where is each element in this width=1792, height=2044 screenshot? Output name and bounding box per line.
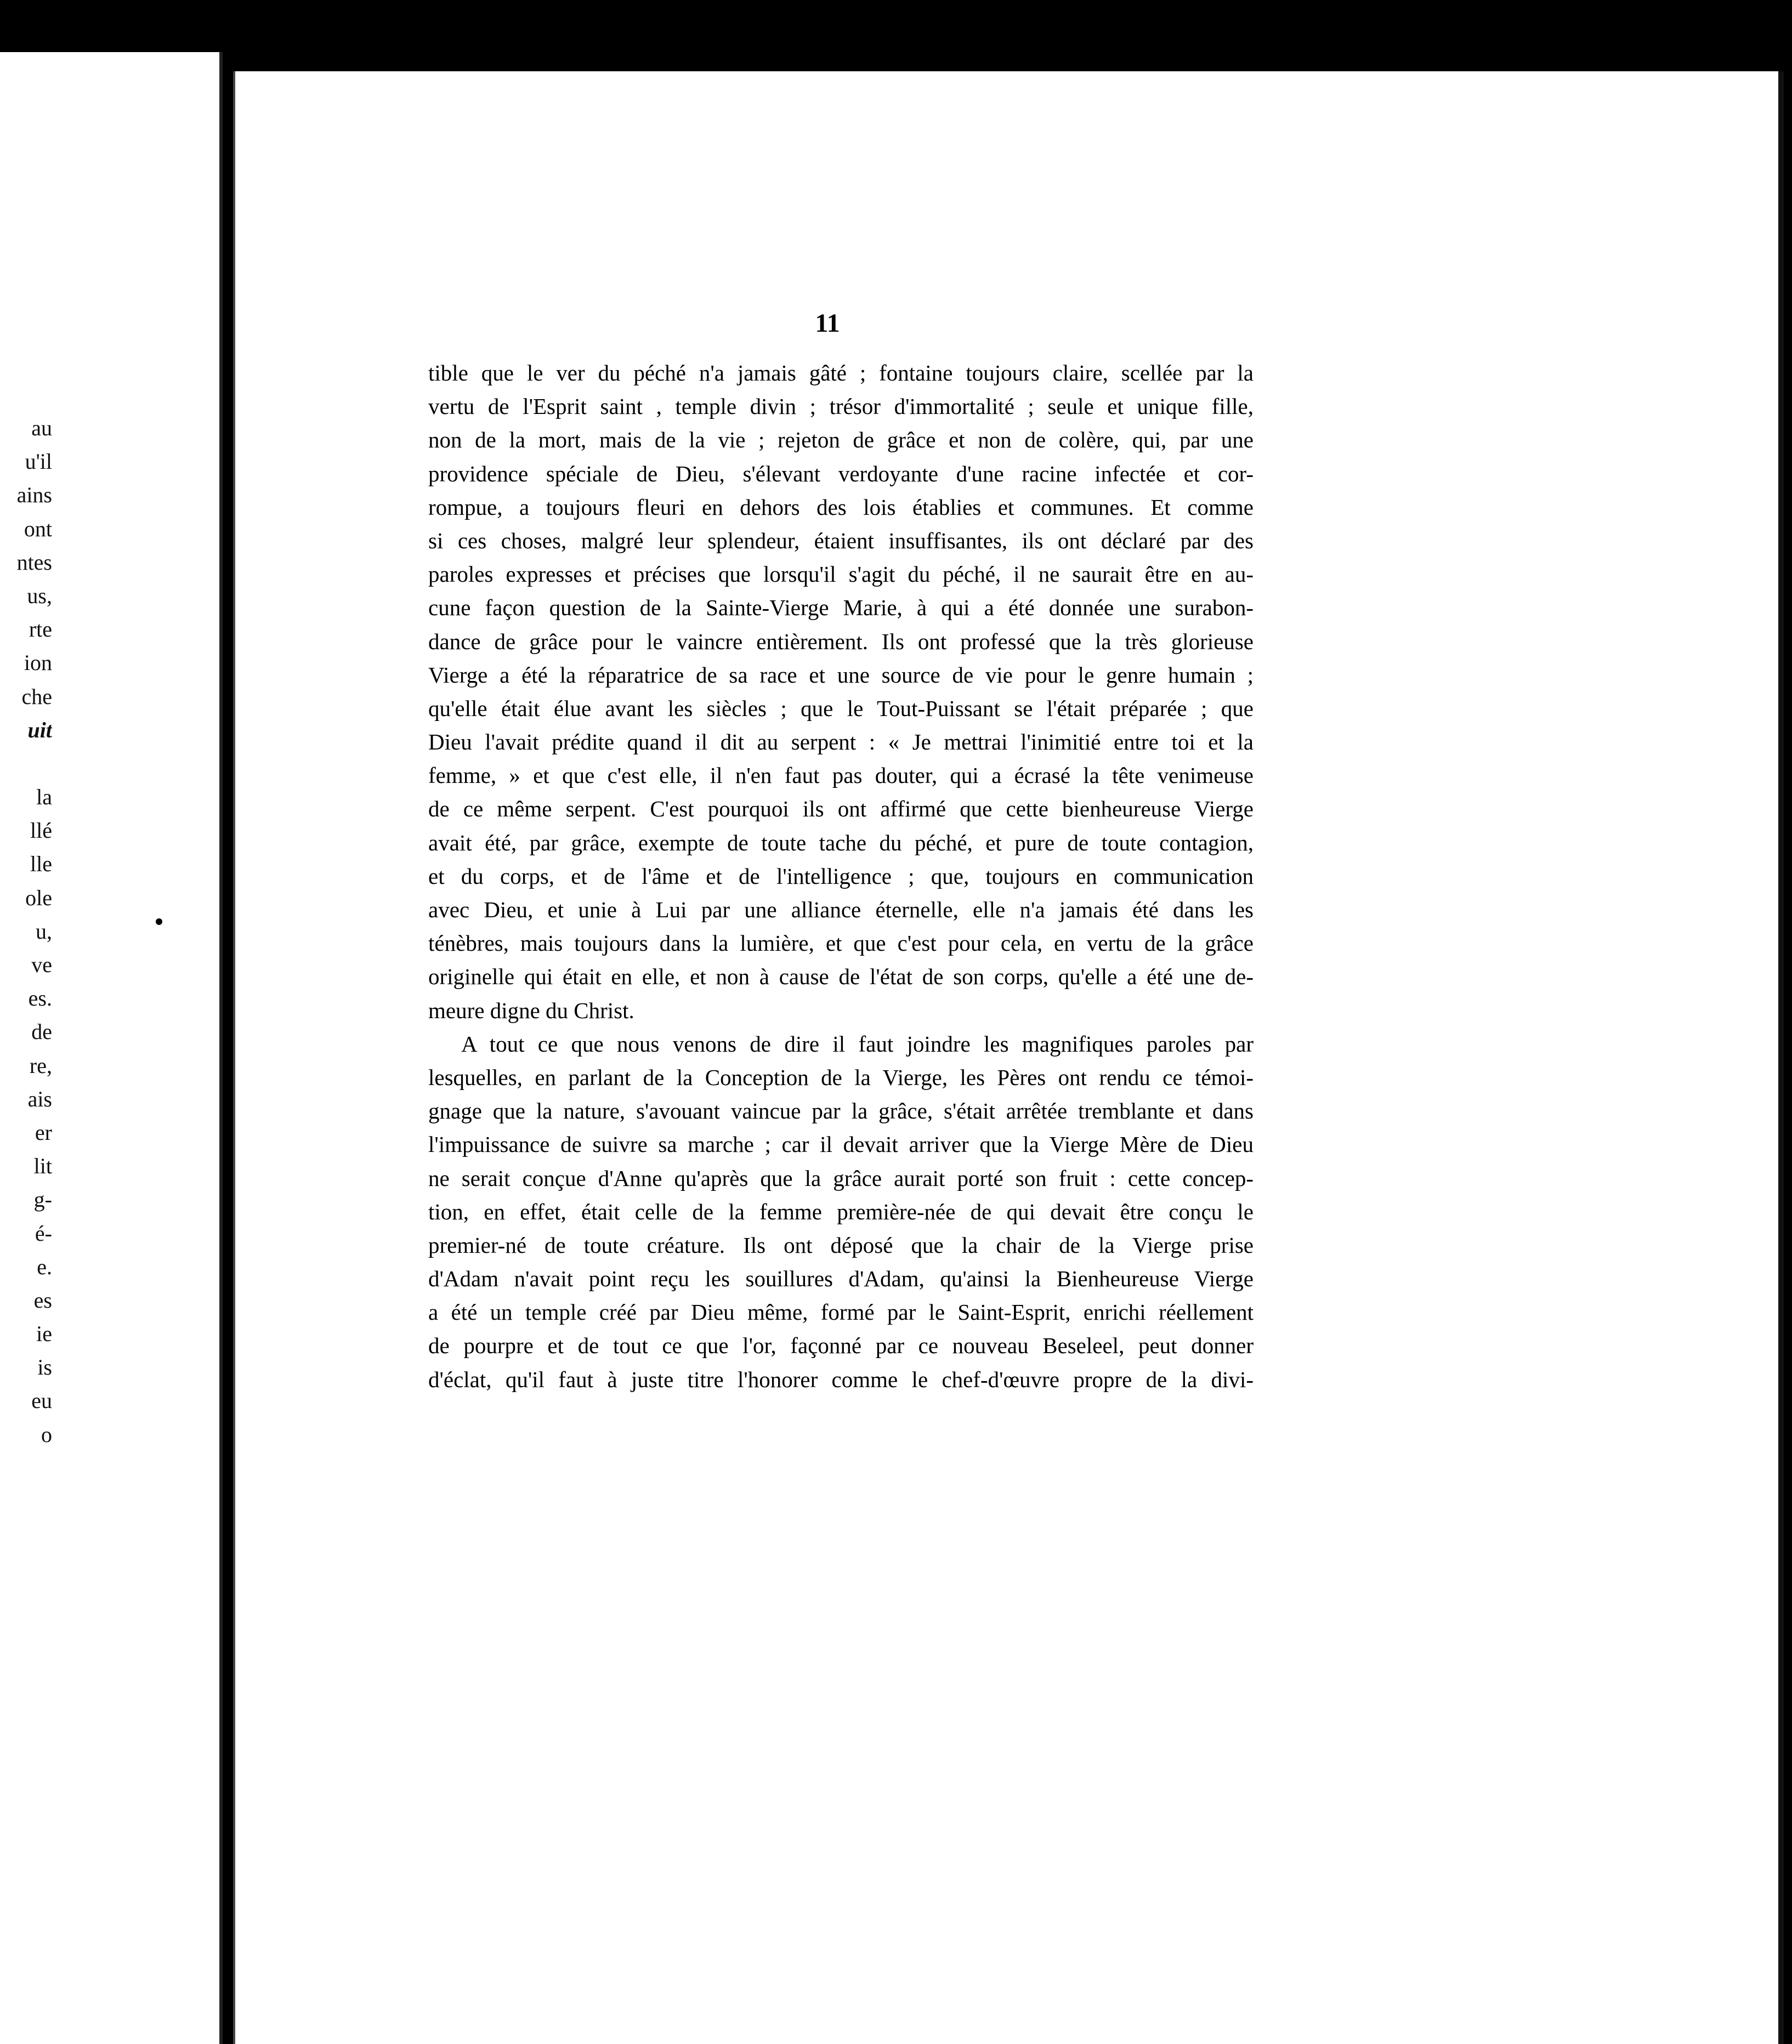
- text-line: non de la mort, mais de la vie ; rejeton de grâce et non de colère, qui, par une: [428, 427, 1254, 453]
- text-line: tible que le ver du péché n'a jamais gâté ; fontaine toujours claire, scellée par la: [428, 360, 1254, 385]
- text-line: ténèbres, mais toujours dans la lumière, et que c'est pour cela, en vertu de la grâce: [428, 930, 1254, 956]
- text-line: d'Adam n'avait point reçu les souillures d'Adam, qu'ainsi la Bienheureuse Vierge: [428, 1266, 1254, 1292]
- fragment-line: ont: [24, 516, 52, 541]
- text-line: et du corps, et de l'âme et de l'intelligence ; que, toujours en communication: [428, 863, 1254, 889]
- fragment-line: re,: [29, 1053, 52, 1078]
- fragment-line: che: [21, 684, 52, 709]
- fragment-line: es.: [28, 986, 52, 1011]
- text-line: A tout ce que nous venons de dire il faut joindre les magnifiques paroles par: [461, 1031, 1254, 1057]
- text-line: Dieu l'avait prédite quand il dit au serpent : « Je mettrai l'inimitié entre toi et la: [428, 729, 1254, 755]
- fragment-line: ie: [36, 1321, 52, 1347]
- fragment-line: lle: [30, 851, 52, 877]
- fragment-line: uit: [27, 717, 52, 742]
- ink-speck: [156, 918, 162, 925]
- fragment-line: is: [37, 1355, 52, 1380]
- text-line: de pourpre et de tout ce que l'or, façonné par ce nouveau Beseleel, peut donner: [428, 1333, 1254, 1359]
- text-line: lesquelles, en parlant de la Conception de la Vierge, les Pères ont rendu ce témoi-: [428, 1064, 1254, 1090]
- text-line: ne serait conçue d'Anne qu'après que la grâce aurait porté son fruit : cette concep-: [428, 1165, 1254, 1191]
- fragment-line: us,: [27, 583, 52, 608]
- text-line: a été un temple créé par Dieu même, formé par le Saint-Esprit, enrichi réellement: [428, 1299, 1254, 1325]
- fragment-line: ole: [25, 885, 52, 910]
- previous-page-fragment: [0, 52, 223, 2044]
- fragment-line: ion: [24, 650, 52, 675]
- ink-speck: [1437, 3, 1444, 11]
- fragment-line: eu: [31, 1388, 52, 1413]
- text-line: d'éclat, qu'il faut à juste titre l'honorer comme le chef-d'œuvre propre de la divi-: [428, 1366, 1254, 1392]
- text-line: paroles expresses et précises que lorsqu'il s'agit du péché, il ne saurait être en au-: [428, 561, 1254, 587]
- text-line: premier-né de toute créature. Ils ont déposé que la chair de la Vierge prise: [428, 1232, 1254, 1258]
- ink-speck: [855, 5, 861, 11]
- text-line: Vierge a été la réparatrice de sa race et une source de vie pour le genre humain ;: [428, 662, 1254, 688]
- text-line: de ce même serpent. C'est pourquoi ils ont affirmé que cette bienheureuse Vierge: [428, 796, 1254, 822]
- fragment-line: er: [35, 1120, 52, 1145]
- fragment-line: g-: [33, 1187, 52, 1212]
- text-line: l'impuissance de suivre sa marche ; car il devait arriver que la Vierge Mère de Dieu: [428, 1132, 1254, 1157]
- text-line: avait été, par grâce, exempte de toute tache du péché, et pure de toute contagion,: [428, 830, 1254, 855]
- text-line: dance de grâce pour le vaincre entièrement. Ils ont professé que la très glorieuse: [428, 628, 1254, 654]
- text-line: tion, en effet, était celle de la femme première-née de qui devait être conçu le: [428, 1199, 1254, 1224]
- fragment-line: e.: [37, 1254, 52, 1279]
- text-line: providence spéciale de Dieu, s'élevant verdoyante d'une racine infectée et cor-: [428, 461, 1254, 486]
- body-text: [428, 356, 1254, 1396]
- fragment-line: rte: [29, 617, 52, 642]
- fragment-line: é-: [35, 1220, 52, 1246]
- fragment-line: au: [31, 416, 52, 440]
- text-line: meure digne du Christ.: [428, 997, 634, 1023]
- fragment-line: u'il: [25, 449, 52, 474]
- text-line: cune façon question de la Sainte-Vierge Marie, à qui a été donnée une surabon-: [428, 595, 1254, 621]
- fragment-line: la: [36, 785, 52, 810]
- fragment-line: ains: [16, 482, 52, 508]
- text-line: vertu de l'Esprit saint , temple divin ; trésor d'immortalité ; seule et unique fille,: [428, 394, 1254, 419]
- previous-page-line-endings: [0, 411, 52, 1451]
- page-number: 11: [815, 309, 840, 338]
- fragment-line: llé: [30, 818, 52, 843]
- fragment-line: es: [33, 1287, 52, 1313]
- fragment-line: o: [41, 1422, 52, 1447]
- fragment-line: ve: [31, 952, 52, 977]
- fragment-line: lit: [33, 1154, 52, 1179]
- text-line: qu'elle était élue avant les siècles ; que le Tout-Puissant se l'était préparée ; que: [428, 695, 1254, 721]
- text-line: rompue, a toujours fleuri en dehors des lois établies et communes. Et comme: [428, 494, 1254, 520]
- fragment-line: de: [31, 1019, 52, 1044]
- text-line: originelle qui était en elle, et non à cause de l'état de son corps, qu'elle a été une de-: [428, 964, 1254, 990]
- main-page: [233, 71, 1780, 2044]
- fragment-line: ais: [27, 1086, 52, 1111]
- text-line: femme, » et que c'est elle, il n'en faut pas douter, qui a écrasé la tête venimeuse: [428, 763, 1254, 788]
- fragment-line: [0, 747, 52, 780]
- fragment-line: u,: [36, 918, 52, 944]
- text-line: gnage que la nature, s'avouant vaincue par la grâce, s'était arrêtée tremblante et dans: [428, 1098, 1254, 1124]
- fragment-line: ntes: [16, 549, 52, 575]
- text-line: si ces choses, malgré leur splendeur, étaient insuffisantes, ils ont déclaré par des: [428, 527, 1254, 553]
- text-line: avec Dieu, et unie à Lui par une alliance éternelle, elle n'a jamais été dans les: [428, 897, 1254, 922]
